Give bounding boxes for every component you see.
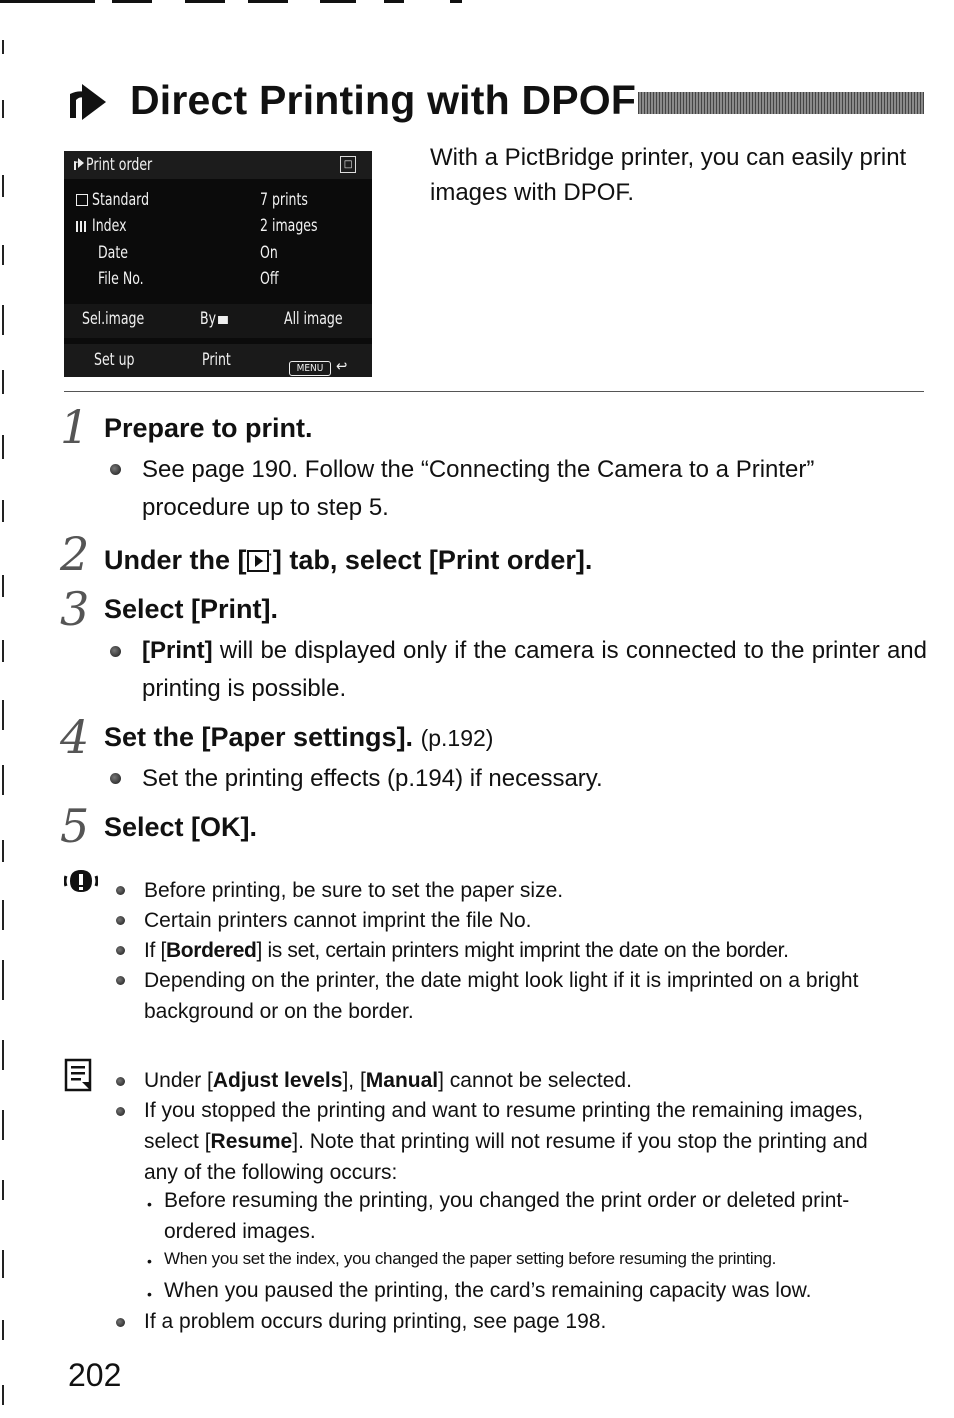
step-number: 1 (60, 400, 90, 454)
memo-item (144, 1095, 904, 1188)
step-body-bold: [Print] (142, 637, 213, 664)
lcd-option-by[interactable] (200, 309, 228, 329)
caution-item: Before printing, be sure to set the paper size. (144, 879, 564, 902)
page-ref: (p.192) (420, 725, 494, 751)
lcd-row-value: 2 images (260, 216, 318, 236)
caution-bold: Bordered (165, 939, 257, 962)
memo-subitem: Before resuming the printing, you changed the print order or deleted print-ordered images. (164, 1189, 850, 1243)
caution-item (144, 935, 934, 966)
top-crop-marks (0, 0, 954, 6)
memo-text: ]. Note that printing will not resume if you stop the printing and any of the following occurs: (144, 1130, 868, 1184)
return-arrow-icon: ↩ (336, 357, 348, 375)
memo-text: Under [ (144, 1069, 213, 1092)
step-title-part: Under the [ (104, 545, 247, 575)
standard-print-icon (76, 194, 88, 206)
title-decorative-bar (638, 92, 924, 114)
memo-subitem: When you set the index, you changed the paper setting before resuming the printing. (164, 1249, 777, 1268)
menu-button-icon: MENU (289, 361, 331, 376)
bullet-icon (116, 916, 125, 925)
caution-item: Depending on the printer, the date might look light if it is imprinted on a bright background or on the border. (144, 969, 859, 1023)
sub-bullet-icon: • (147, 1286, 152, 1302)
memo-icon (64, 1058, 94, 1092)
camera-lcd-screen (64, 151, 372, 377)
bullet-icon (110, 464, 121, 475)
lcd-option-sel-image[interactable]: Sel.image (82, 309, 145, 329)
lcd-row-value: 7 prints (260, 190, 308, 210)
step-number: 3 (60, 582, 90, 636)
lcd-row-value: On (260, 243, 278, 263)
direct-print-icon (66, 80, 116, 120)
step-body (142, 632, 927, 708)
lcd-row-label: Standard (92, 190, 150, 210)
lcd-row-value: Off (260, 269, 279, 289)
playback-tab-icon (247, 550, 269, 572)
step-title-part: ] tab, select [Print order]. (272, 545, 593, 575)
lcd-title: Print order (86, 155, 153, 175)
step-body: Set the printing effects (p.194) if necessary. (142, 765, 603, 792)
step-title: Under the [ ·] tab, select [Print order]. (104, 545, 593, 575)
intro-text: With a PictBridge printer, you can easily print images with DPOF. (430, 144, 907, 206)
step-number: 5 (60, 799, 90, 853)
memo-item (144, 1065, 924, 1096)
page-number: 202 (68, 1357, 122, 1393)
caution-item: Certain printers cannot imprint the file No. (144, 909, 532, 932)
bullet-icon (110, 646, 121, 657)
caution-text: If [ (144, 939, 166, 962)
step-body: See page 190. Follow the “Connecting the Camera to a Printer” procedure up to step 5. (142, 456, 815, 521)
lcd-setup-button[interactable]: Set up (94, 350, 135, 370)
memo-bold: Adjust levels (212, 1069, 343, 1092)
step-body-rest: will be displayed only if the camera is connected to the printer and printing is possible. (142, 637, 927, 702)
divider (64, 391, 924, 392)
step-title: Select [Print]. (104, 594, 279, 624)
step-title (104, 720, 493, 755)
step-number: 4 (60, 710, 90, 764)
memo-text: If you stopped the printing and want to resume printing the remaining images, select [ (144, 1099, 864, 1153)
bullet-icon (116, 1107, 125, 1116)
lcd-print-button[interactable]: Print (202, 350, 231, 370)
bullet-icon (116, 946, 125, 955)
caution-text: ] is set, certain printers might imprint the date on the border. (256, 939, 789, 962)
memo-text: ] cannot be selected. (438, 1069, 632, 1092)
lcd-row-label: Date (98, 243, 128, 263)
step-number: 2 (60, 527, 90, 581)
section-header (66, 74, 926, 130)
lcd-row-label: File No. (98, 269, 144, 289)
lcd-option-all-image[interactable]: All image (284, 309, 343, 329)
bullet-icon (116, 1077, 125, 1086)
index-print-icon (76, 221, 88, 232)
step-title-part: Set the [Paper settings]. (104, 722, 414, 752)
sub-bullet-icon: • (147, 1253, 152, 1269)
folder-icon (218, 316, 228, 324)
bullet-icon (110, 773, 121, 784)
lcd-row-label: Index (92, 216, 127, 236)
memo-bold: Manual (365, 1069, 439, 1092)
sub-bullet-icon: • (147, 1196, 152, 1212)
memo-text: ], [ (342, 1069, 366, 1092)
step-title: Select [OK]. (104, 812, 258, 842)
step-title: Prepare to print. (104, 413, 313, 443)
page-title: Direct Printing with DPOF (130, 77, 637, 123)
memo-bold: Resume (210, 1130, 293, 1153)
lcd-option-by-label: By (200, 309, 217, 329)
memo-subitem: When you paused the printing, the card’s remaining capacity was low. (164, 1279, 812, 1302)
lcd-sd-card-icon: □ (340, 156, 356, 173)
memo-item: If a problem occurs during printing, see page 198. (144, 1310, 607, 1333)
lcd-print-icon (73, 157, 85, 171)
caution-icon (64, 866, 98, 896)
bullet-icon (116, 886, 125, 895)
bullet-icon (116, 1318, 125, 1327)
bullet-icon (116, 976, 125, 985)
